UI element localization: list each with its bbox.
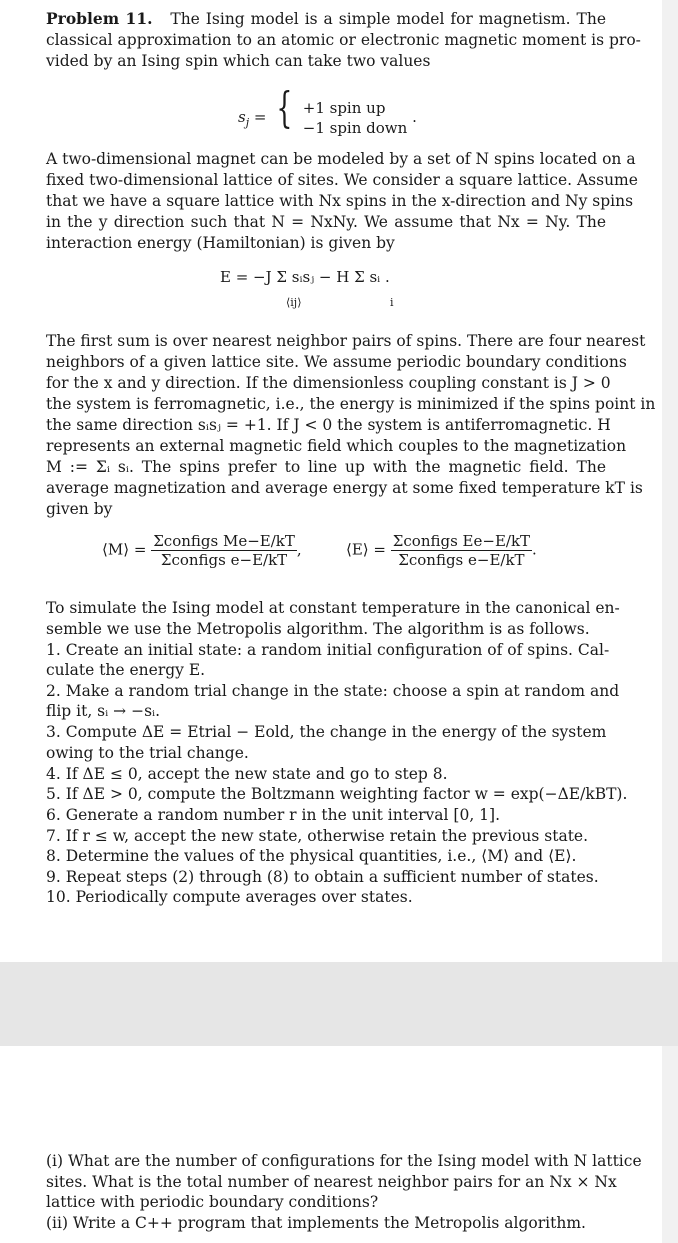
avg-m-fraction (151, 532, 297, 569)
step-line-10: 7. If r ≤ w, accept the new state, otherwise retain the previous state. (46, 827, 589, 845)
para3-line-3: for the x and y direction. If the dimensionless coupling constant is J > 0 (46, 374, 611, 392)
case-spin-down: −1 spin down (302, 119, 408, 137)
step-line-1: 1. Create an initial state: a random initial configuration of of spins. Cal- (46, 641, 610, 659)
avg-m-lhs: ⟨M⟩ = (102, 540, 147, 559)
page-edge (662, 0, 678, 962)
spin-eq-lhs: s (238, 108, 246, 126)
energy-eq-sub-i: i (390, 296, 394, 309)
avg-magnetization-equation (102, 532, 302, 569)
question-line-2: sites. What is the total number of nearest neighbor pairs for an Nx × Nx (46, 1173, 617, 1191)
case-spin-up: +1 spin up (302, 99, 386, 117)
para2-line-5: interaction energy (Hamiltonian) is given by (46, 234, 395, 252)
spin-eq-lhs-sub: j (245, 116, 250, 129)
para3-line-7: M := Σᵢ sᵢ. The spins prefer to line up with the magnetic field. The (46, 458, 606, 476)
question-line-4: (ii) Write a C++ program that implements the Metropolis algorithm. (46, 1214, 586, 1232)
energy-equation: E = −J Σ sᵢsⱼ − H Σ sᵢ . (220, 268, 390, 286)
para3-line-4: the system is ferromagnetic, i.e., the energy is minimized if the spins point in (46, 395, 656, 413)
para4-line-2: semble we use the Metropolis algorithm. The algorithm is as follows. (46, 620, 590, 638)
avg-m-numerator: Σconfigs Me−E/kT (153, 532, 295, 550)
para3-line-9: given by (46, 500, 113, 518)
page-gap (0, 962, 678, 1046)
para3-line-5: the same direction sᵢsⱼ = +1. If J < 0 the system is antiferromagnetic. H (46, 416, 611, 434)
para3-line-2: neighbors of a given lattice site. We assume periodic boundary conditions (46, 353, 627, 371)
step-line-4: flip it, sᵢ → −sᵢ. (46, 702, 161, 720)
step-line-5: 3. Compute ΔE = Etrial − Eold, the change in the energy of the system (46, 723, 607, 741)
step-line-3: 2. Make a random trial change in the state: choose a spin at random and (46, 682, 620, 700)
step-line-6: owing to the trial change. (46, 744, 249, 762)
left-brace: { (276, 83, 293, 132)
para2-line-1: A two-dimensional magnet can be modeled by a set of N spins located on a (46, 150, 636, 168)
para3-line-1: The first sum is over nearest neighbor pairs of spins. There are four nearest (46, 332, 646, 350)
intro-line-3: vided by an Ising spin which can take two values (46, 52, 431, 70)
intro-text-1: The Ising model is a simple model for magnetism. The (170, 10, 606, 28)
step-line-8: 5. If ΔE > 0, compute the Boltzmann weighting factor w = exp(−ΔE/kBT). (46, 785, 628, 803)
step-line-13: 10. Periodically compute averages over states. (46, 888, 413, 906)
avg-e-denominator: Σconfigs e−E/kT (398, 551, 525, 569)
avg-e-numerator: Σconfigs Ee−E/kT (392, 532, 531, 550)
problem-heading: Problem 11. (46, 9, 153, 28)
para2-line-2: fixed two-dimensional lattice of sites. We consider a square lattice. Assume (46, 171, 638, 189)
step-line-7: 4. If ΔE ≤ 0, accept the new state and go to step 8. (46, 765, 448, 783)
intro-line-1 (46, 9, 606, 29)
avg-energy-equation (346, 532, 537, 569)
energy-eq-sub-ij: ⟨ij⟩ (286, 296, 302, 309)
para2-line-3: that we have a square lattice with Nx spins in the x-direction and Ny spins (46, 192, 634, 210)
spin-equation: $s_j$ = { +1 spin up −1 spin down . (238, 83, 417, 137)
step-line-2: culate the energy E. (46, 661, 206, 679)
avg-separator: , (296, 540, 302, 559)
para2-line-4: in the y direction such that N = NxNy. We assume that Nx = Ny. The (46, 213, 606, 231)
para3-line-6: represents an external magnetic field which couples to the magnetization (46, 437, 627, 455)
avg-m-denominator: Σconfigs e−E/kT (160, 551, 288, 569)
para4-line-1: To simulate the Ising model at constant temperature in the canonical en- (46, 599, 620, 617)
step-line-12: 9. Repeat steps (2) through (8) to obtain a sufficient number of states. (46, 868, 599, 886)
question-line-3: lattice with periodic boundary conditions? (46, 1193, 379, 1211)
step-line-11: 8. Determine the values of the physical quantities, i.e., ⟨M⟩ and ⟨E⟩. (46, 847, 577, 865)
avg-end: . (532, 540, 537, 559)
page-edge-2 (662, 1046, 678, 1243)
spin-cases (303, 98, 408, 138)
intro-line-2: classical approximation to an atomic or electronic magnetic moment is pro- (46, 31, 641, 49)
avg-e-fraction (391, 532, 532, 569)
avg-e-lhs: ⟨E⟩ = (346, 540, 386, 559)
question-line-1: (i) What are the number of configurations for the Ising model with N lattice (46, 1152, 642, 1170)
step-line-9: 6. Generate a random number r in the unit interval [0, 1]. (46, 806, 501, 824)
para3-line-8: average magnetization and average energy at some fixed temperature kT is (46, 479, 643, 497)
